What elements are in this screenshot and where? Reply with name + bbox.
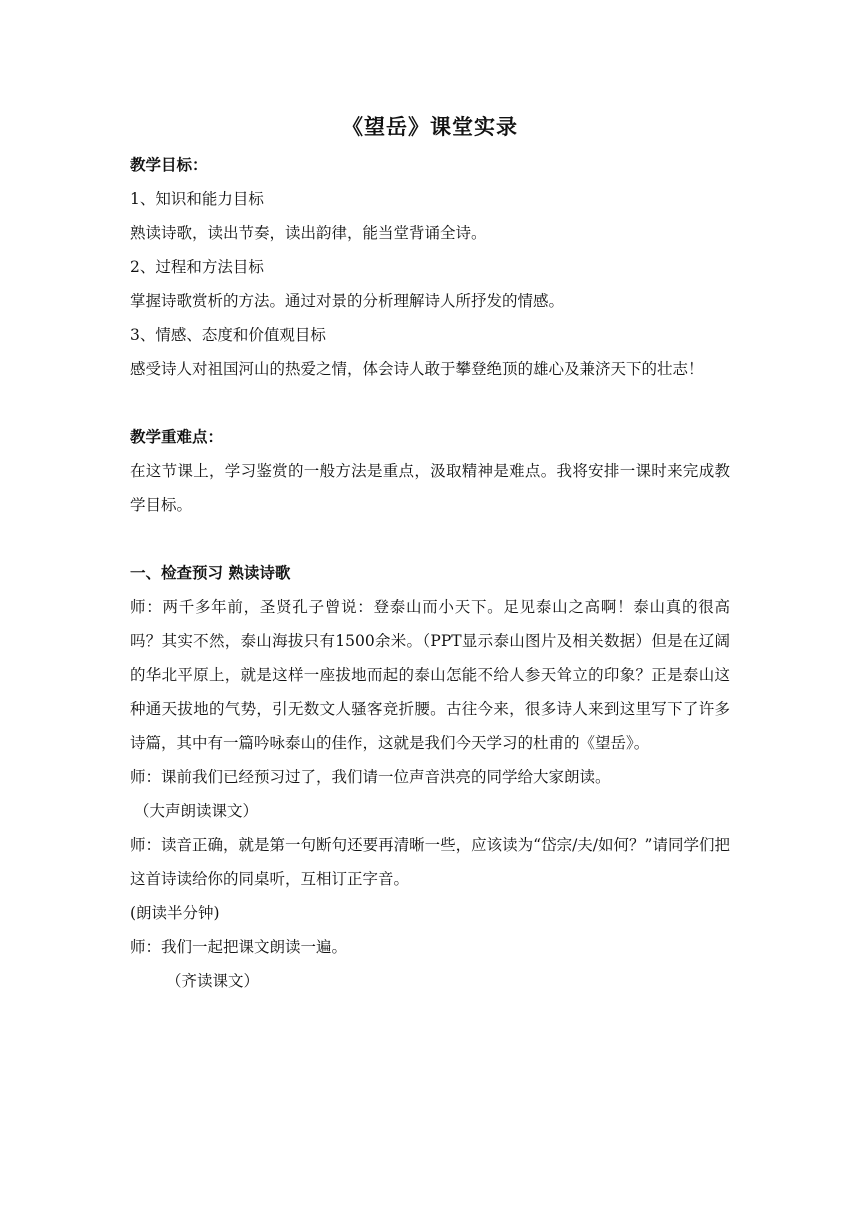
objective-1-text: 熟读诗歌，读出节奏，读出韵律，能当堂背诵全诗。 xyxy=(130,224,487,242)
key-points-heading: 教学重难点： xyxy=(130,427,224,446)
objective-3-text: 感受诗人对祖国河山的热爱之情，体会诗人敢于攀登绝顶的雄心及兼济天下的壮志！ xyxy=(130,360,704,378)
page-title: 《望岳》课堂实录 xyxy=(342,114,518,139)
stage-direction: (朗读半分钟) xyxy=(130,904,220,922)
spacer xyxy=(130,522,730,556)
paragraph: 师：读音正确，就是第一句断句还要再清晰一些，应该读为“岱宗/夫/如何？”请同学们把这首诗读给你的同桌听，互相订正字音。 xyxy=(130,836,730,888)
stage-direction: （齐读课文） xyxy=(166,972,260,990)
objective-1-heading: 1、知识和能力目标 xyxy=(130,190,264,208)
spacer xyxy=(130,386,730,420)
objective-3-heading: 3、情感、态度和价值观目标 xyxy=(130,326,326,344)
document-body xyxy=(130,110,730,998)
key-points-text: 在这节课上，学习鉴赏的一般方法是重点，汲取精神是难点。我将安排一课时来完成教学目标。 xyxy=(130,462,730,514)
stage-direction: （大声朗读课文） xyxy=(134,802,259,820)
objective-2-heading: 2、过程和方法目标 xyxy=(130,258,264,276)
objective-2-text: 掌握诗歌赏析的方法。通过对景的分析理解诗人所抒发的情感。 xyxy=(130,292,565,310)
objectives-heading: 教学目标： xyxy=(130,155,208,174)
paragraph: 师：两千多年前，圣贤孔子曾说：登泰山而小天下。足见泰山之高啊！泰山真的很高吗？其实不然，泰山海拔只有1500余米。（PPT显示泰山图片及相关数据）但是在辽阔的华北平原上，就是这样一座拔地而起的泰山怎能不给人参天耸立的印象？正是泰山这种通天拔地的气势，引无数文人骚客竞折腰。古往今来，很多诗人来到这里写下了许多诗篇，其中有一篇吟咏泰山的佳作，这就是我们今天学习的杜甫的《望岳》。 xyxy=(130,598,730,752)
section-1-heading: 一、检查预习 熟读诗歌 xyxy=(130,563,291,582)
paragraph: 师：课前我们已经预习过了，我们请一位声音洪亮的同学给大家朗读。 xyxy=(130,768,611,786)
paragraph: 师：我们一起把课文朗读一遍。 xyxy=(130,938,348,956)
